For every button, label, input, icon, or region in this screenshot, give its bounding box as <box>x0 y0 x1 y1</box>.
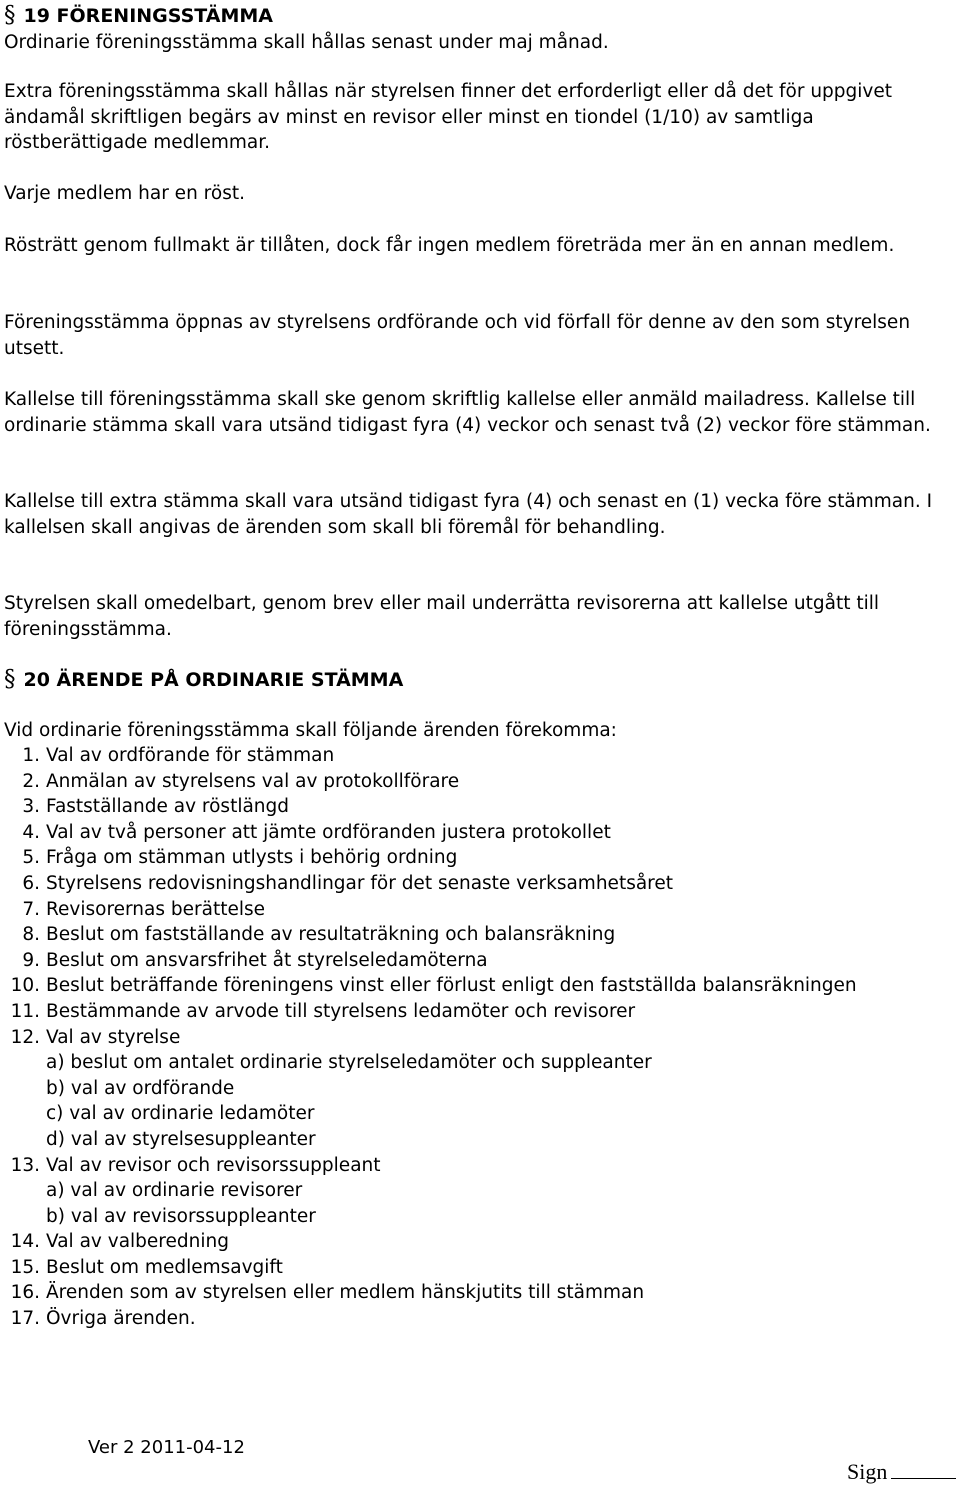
list-item-number: 12. <box>10 1026 40 1048</box>
paragraph: Extra föreningsstämma skall hållas när styrelsen finner det erforderligt eller då det för uppgivet ändamål skriftligen begärs av minst en revisor eller minst en tiondel (1/10) av samtliga röstberättigade medlemmar. <box>4 81 893 154</box>
list-item-text: Val av valberedning <box>46 1231 229 1253</box>
paragraph: Varje medlem har en röst. <box>4 183 245 204</box>
list-item <box>4 1306 857 1332</box>
list-item-text: Fråga om stämman utlysts i behörig ordning <box>46 847 458 869</box>
list-item <box>4 1025 857 1153</box>
section-symbol: § <box>4 666 16 692</box>
list-item-text: Val av revisor och revisorssuppleant <box>46 1154 381 1176</box>
list-item-text: Beslut beträffande föreningens vinst eller förlust enligt den fastställda balansräkningen <box>46 975 857 997</box>
list-item-text: Styrelsens redovisningshandlingar för det senaste verksamhetsåret <box>46 872 674 894</box>
section-symbol: § <box>4 2 16 28</box>
list-item-text: Fastställande av röstlängd <box>46 796 290 818</box>
sign-field <box>847 1459 956 1485</box>
list-item-number: 2. <box>22 770 40 792</box>
list-item <box>4 897 857 923</box>
list-item-text: Val av ordförande för stämman <box>46 745 335 766</box>
list-item-number: 1. <box>22 745 40 766</box>
paragraph: Rösträtt genom fullmakt är tillåten, dock får ingen medlem företräda mer än en annan medlem. <box>4 235 895 256</box>
list-subitem: b) val av revisorssuppleanter <box>46 1205 316 1227</box>
list-subitem: a) beslut om antalet ordinarie styrelseledamöter och suppleanter <box>46 1052 652 1074</box>
list-item <box>4 743 857 769</box>
list-item <box>4 1255 857 1281</box>
version-label: Ver 2 2011-04-12 <box>88 1437 245 1458</box>
list-item-text: Beslut om ansvarsfrihet åt styrelseledamöterna <box>46 949 488 971</box>
list-item <box>4 845 857 871</box>
list-item <box>4 948 857 974</box>
list-item <box>4 973 857 999</box>
paragraph: Föreningsstämma öppnas av styrelsens ordförande och vid förfall för denne av den som styrelsen utsett. <box>4 312 911 359</box>
list-item-number: 7. <box>22 898 40 920</box>
agenda-list <box>4 743 857 1332</box>
list-item-number: 9. <box>22 949 40 971</box>
paragraph: Ordinarie föreningsstämma skall hållas senast under maj månad. <box>4 32 609 53</box>
list-item-number: 16. <box>10 1282 40 1304</box>
list-item-number: 13. <box>10 1154 40 1176</box>
list-item <box>4 1280 857 1306</box>
list-item <box>4 922 857 948</box>
list-item-text: Ärenden som av styrelsen eller medlem hänskjutits till stämman <box>46 1282 645 1304</box>
list-item-number: 17. <box>10 1308 40 1330</box>
list-subitem: d) val av styrelsesuppleanter <box>46 1128 316 1150</box>
list-subitem: b) val av ordförande <box>46 1077 235 1099</box>
list-item-number: 15. <box>10 1256 40 1278</box>
list-item <box>4 1153 857 1230</box>
list-item-text: Revisorernas berättelse <box>46 898 266 920</box>
list-item <box>4 820 857 846</box>
paragraph: Styrelsen skall omedelbart, genom brev eller mail underrätta revisorerna att kallelse utgått till föreningsstämma. <box>4 593 880 640</box>
list-item-number: 8. <box>22 924 40 946</box>
list-subitem: c) val av ordinarie ledamöter <box>46 1103 315 1125</box>
list-item-number: 11. <box>10 1000 40 1022</box>
section-20-heading <box>4 666 403 693</box>
list-item-number: 4. <box>22 821 40 843</box>
list-item-number: 14. <box>10 1231 40 1253</box>
list-item <box>4 999 857 1025</box>
list-item <box>4 871 857 897</box>
list-item <box>4 1229 857 1255</box>
list-item-text: Val av två personer att jämte ordföranden justera protokollet <box>46 821 611 843</box>
list-item-number: 10. <box>10 975 40 997</box>
list-subitem: a) val av ordinarie revisorer <box>46 1180 303 1202</box>
list-item-text: Beslut om medlemsavgift <box>46 1256 283 1278</box>
list-item-text: Val av styrelse <box>46 1026 181 1048</box>
section-20-title: 20 ÄRENDE PÅ ORDINARIE STÄMMA <box>23 669 404 691</box>
paragraph: Kallelse till extra stämma skall vara utsänd tidigast fyra (4) och senast en (1) vecka före stämman. I kallelsen skall angivas de ärenden som skall bli föremål för behandling. <box>4 491 933 538</box>
section-19-heading <box>4 2 273 29</box>
list-item-text: Övriga ärenden. <box>46 1308 196 1330</box>
list-item-text: Bestämmande av arvode till styrelsens ledamöter och revisorer <box>46 1000 636 1022</box>
list-item-number: 5. <box>22 847 40 869</box>
list-item <box>4 769 857 795</box>
list-item <box>4 794 857 820</box>
list-item-text: Anmälan av styrelsens val av protokollförare <box>46 770 460 792</box>
section-19-title: 19 FÖRENINGSSTÄMMA <box>23 5 273 27</box>
list-item-text: Beslut om fastställande av resultaträkning och balansräkning <box>46 924 616 946</box>
list-intro: Vid ordinarie föreningsstämma skall följande ärenden förekomma: <box>4 720 617 741</box>
sign-label: Sign <box>847 1459 888 1484</box>
paragraph: Kallelse till föreningsstämma skall ske genom skriftlig kallelse eller anmäld mailadress. Kallelse till ordinarie stämma skall vara utsänd tidigast fyra (4) veckor och senast två (2) veckor före stämman. <box>4 389 931 436</box>
list-item-number: 3. <box>22 796 40 818</box>
signature-line <box>891 1478 956 1479</box>
list-item-number: 6. <box>22 872 40 894</box>
